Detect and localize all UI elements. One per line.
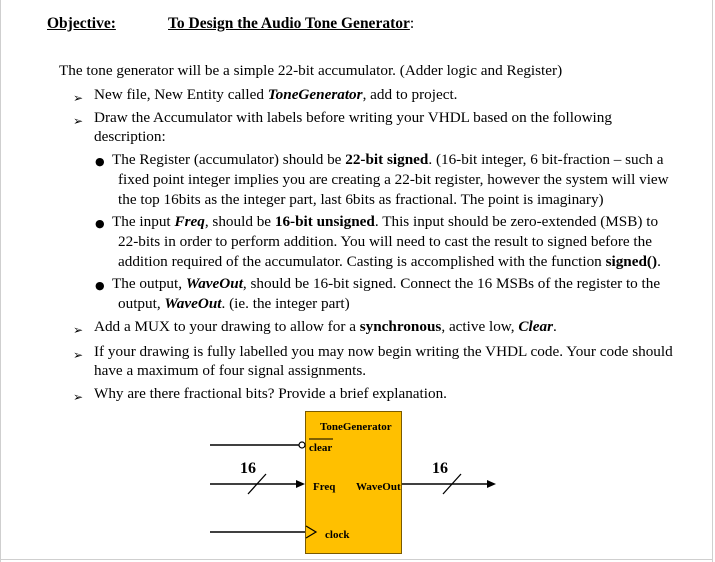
clear-inversion-bubble bbox=[299, 442, 305, 448]
objective-label: Objective: bbox=[47, 15, 116, 32]
item-labelled-line2: have a maximum of four signal assignments. bbox=[94, 362, 367, 379]
item-labelled-line1: If your drawing is fully labelled you may now begin writing the VHDL code. Your code should bbox=[94, 343, 673, 360]
freq-text-c: , should be bbox=[204, 213, 275, 230]
bus-width-in: 16 bbox=[240, 460, 256, 477]
dot-bullet-icon: ● bbox=[95, 279, 105, 292]
item-why: Why are there fractional bits? Provide a brief explanation. bbox=[94, 385, 447, 402]
waveout-name: WaveOut bbox=[185, 275, 243, 292]
objective-colon: : bbox=[409, 15, 415, 32]
arrow-bullet-icon: ➢ bbox=[73, 91, 84, 105]
freq-l3-tail: . bbox=[657, 253, 661, 270]
intro-paragraph: The tone generator will be a simple 22-bit accumulator. (Adder logic and Register) bbox=[59, 62, 563, 79]
block-title: ToneGenerator bbox=[320, 421, 392, 433]
arrow-bullet-icon: ➢ bbox=[73, 348, 84, 362]
dot-bullet-icon: ● bbox=[95, 217, 105, 230]
waveout-l2-text: output, bbox=[118, 295, 165, 312]
port-clock: clock bbox=[325, 529, 350, 541]
bus-width-out: 16 bbox=[432, 460, 448, 477]
waveout-l2-tail: . (ie. the integer part) bbox=[221, 295, 350, 312]
arrow-bullet-icon: ➢ bbox=[73, 390, 84, 404]
sub-register-line2: fixed point integer implies you are creating a 22-bit register, however the system will view bbox=[118, 171, 669, 188]
freq-text-e: . This input should be zero-extended (MSB) to bbox=[374, 213, 659, 230]
item-new-file-tail: , add to project. bbox=[362, 86, 458, 103]
waveout-arrowhead bbox=[487, 480, 496, 488]
freq-name: Freq bbox=[174, 213, 205, 230]
port-clear: clear bbox=[309, 442, 333, 454]
item-new-file-text: New file, New Entity called bbox=[94, 86, 268, 103]
freq-arrowhead bbox=[296, 480, 305, 488]
clock-edge-triangle bbox=[306, 526, 316, 538]
freq-l3-text: addition required of the accumulator. Casting is accomplished with the function bbox=[118, 253, 606, 270]
port-freq: Freq bbox=[313, 481, 336, 493]
mux-bold: synchronous bbox=[359, 318, 442, 335]
clear-name: Clear bbox=[518, 318, 553, 335]
waveout-name: WaveOut bbox=[164, 295, 222, 312]
arrow-bullet-icon: ➢ bbox=[73, 323, 84, 337]
entity-name: ToneGenerator bbox=[267, 86, 363, 103]
port-waveout: WaveOut bbox=[356, 481, 401, 493]
register-bold: 22-bit signed bbox=[345, 151, 429, 168]
waveout-text-c: , should be 16-bit signed. Connect the 16 MSBs of the register to the bbox=[242, 275, 661, 292]
freq-text-a: The input bbox=[112, 213, 175, 230]
register-text-c: . (16-bit integer, 6 bit-fraction – such a bbox=[428, 151, 664, 168]
sub-register-line3: the top 16bits as the integer part, last 6bits as fractional. The point is imaginary) bbox=[118, 191, 604, 208]
sub-freq-line2: 22-bits in order to perform addition. You will need to cast the result to signed before the bbox=[118, 233, 652, 250]
item-draw-line2: description: bbox=[94, 128, 166, 145]
mux-text-c: , active low, bbox=[441, 318, 519, 335]
freq-bold: 16-bit unsigned bbox=[274, 213, 375, 230]
mux-text-a: Add a MUX to your drawing to allow for a bbox=[94, 318, 360, 335]
objective-title: To Design the Audio Tone Generator bbox=[168, 15, 410, 32]
dot-bullet-icon: ● bbox=[95, 155, 105, 168]
arrow-bullet-icon: ➢ bbox=[73, 114, 84, 128]
register-text-a: The Register (accumulator) should be bbox=[112, 151, 346, 168]
mux-tail: . bbox=[553, 318, 557, 335]
item-draw-line1: Draw the Accumulator with labels before writing your VHDL based on the following bbox=[94, 109, 612, 126]
signed-function: signed() bbox=[605, 253, 658, 270]
waveout-text-a: The output, bbox=[112, 275, 186, 292]
